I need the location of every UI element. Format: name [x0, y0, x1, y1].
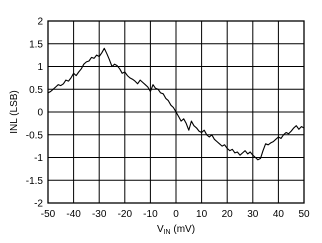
- x-axis-title-main: V: [156, 224, 164, 235]
- y-tick-label: 0: [37, 107, 43, 119]
- y-tick-label: 0.5: [29, 84, 43, 96]
- x-tick-label: -10: [143, 209, 158, 220]
- y-tick-label: -2: [34, 198, 43, 210]
- x-tick-label: 40: [272, 209, 284, 220]
- x-tick-label: -30: [91, 209, 107, 220]
- x-axis-title: [157, 224, 195, 236]
- y-axis-title: INL (LSB): [9, 90, 20, 134]
- x-axis-title-unit: (mV): [170, 224, 196, 235]
- y-tick-label: -1: [34, 153, 43, 164]
- y-tick-label: -0.5: [25, 130, 43, 142]
- x-tick-label: 30: [247, 209, 259, 220]
- x-tick-label: 10: [196, 209, 208, 220]
- y-tick-label: 2: [37, 16, 43, 28]
- y-tick-label: -1.5: [25, 175, 43, 187]
- x-tick-labels: [41, 209, 310, 220]
- y-tick-label: 1.5: [29, 39, 43, 51]
- x-tick-label: 20: [221, 209, 233, 220]
- x-axis-title-subscript: IN: [163, 229, 171, 236]
- y-tick-label: 1: [37, 62, 43, 73]
- x-tick-label: 0: [173, 209, 179, 220]
- x-tick-label: -40: [66, 209, 81, 220]
- x-tick-label: -20: [117, 209, 133, 220]
- x-tick-label: 50: [298, 209, 310, 220]
- x-tick-label: -50: [40, 209, 56, 220]
- y-tick-labels: [26, 17, 44, 210]
